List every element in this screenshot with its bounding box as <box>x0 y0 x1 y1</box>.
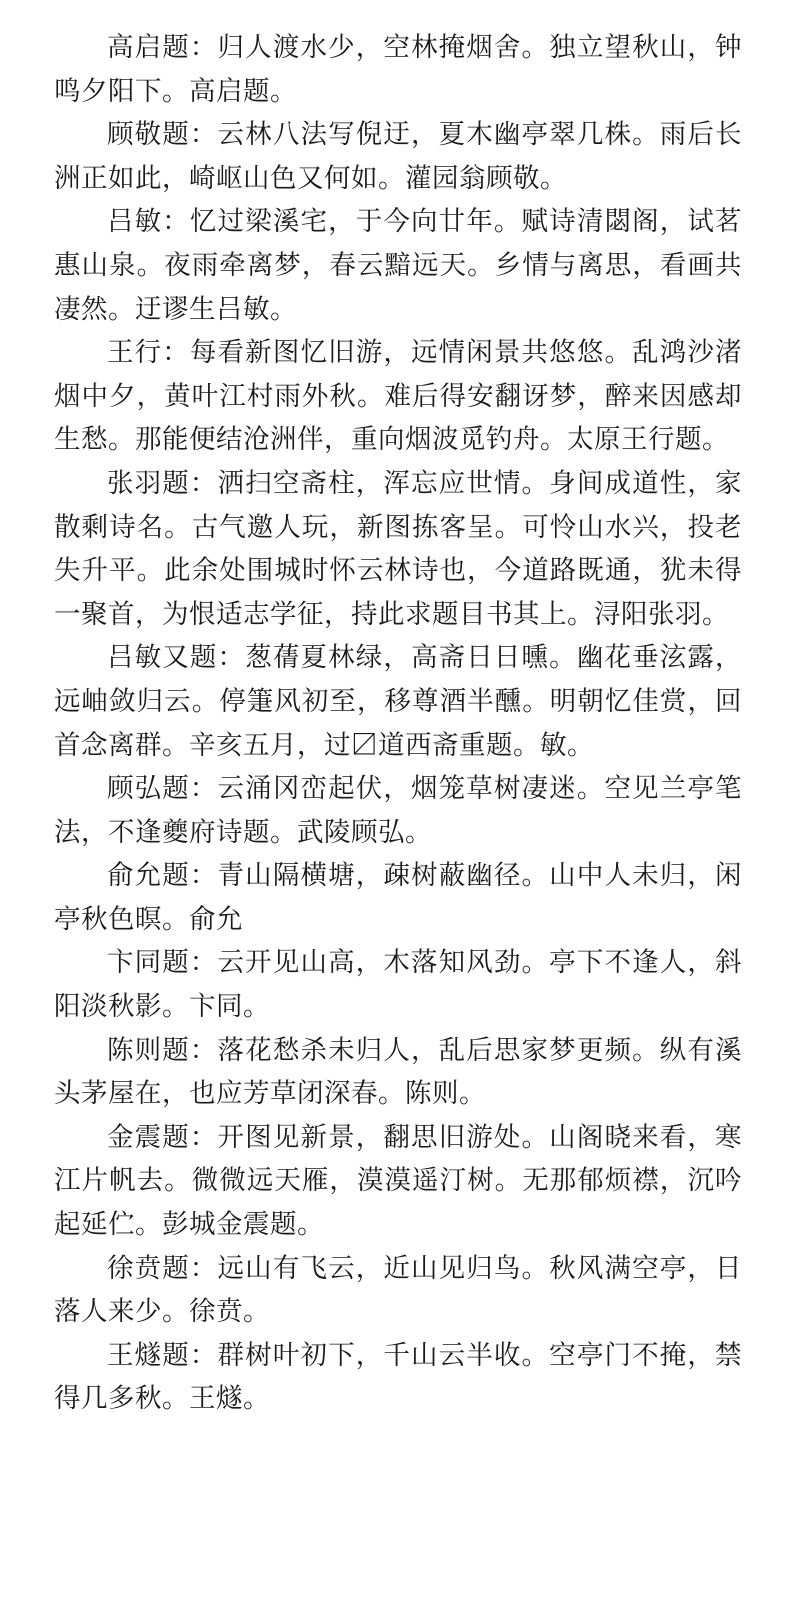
inscription-yu-yun: 俞允题：青山隔横塘，疎树蔽幽径。山中人未归，闲亭秋色暝。俞允 <box>54 860 742 935</box>
inscription-gao-qi: 高启题：归人渡水少，空林掩烟舍。独立望秋山，钟鸣夕阳下。高启题。 <box>54 32 742 107</box>
inscription-gu-hong: 顾弘题：云涌冈峦起伏，烟笼草树凄迷。空见兰亭笔法，不逢夔府诗题。武陵顾弘。 <box>54 773 742 848</box>
inscription-gu-jing: 顾敬题：云林八法写倪迂，夏木幽亭翠几株。雨后长洲正如此，崎岖山色又何如。灌园翁顾敬。 <box>54 119 742 194</box>
inscription-zhang-yu: 张羽题：洒扫空斋柱，浑忘应世情。身间成道性，家散剩诗名。古气邀人玩，新图拣客呈。可怜山水兴，投老失升平。此余处围城时怀云林诗也，今道路既通，犹未得一聚首，为恨适志学征，持此求题目书其上。浔阳张羽。 <box>54 467 742 630</box>
inscription-wang-sui: 王燧题：群树叶初下，千山云半收。空亭门不掩，禁得几多秋。王燧。 <box>54 1339 742 1415</box>
inscription-xu-ben: 徐贲题：远山有飞云，近山见归鸟。秋风满空亭，日落人来少。徐贲。 <box>54 1252 742 1328</box>
inscription-lv-min: 吕敏：忆过梁溪宅，于今向廿年。赋诗清閟阁，试茗惠山泉。夜雨牵离梦，春云黯远天。乡情与离思，看画共凄然。迂谬生吕敏。 <box>54 206 742 325</box>
inscription-chen-ze: 陈则题：落花愁杀未归人，乱后思家梦更频。纵有溪头茅屋在，也应芳草闭深春。陈则。 <box>54 1034 742 1110</box>
inscription-lv-min-again: 吕敏又题：葱蒨夏林绿，高斋日日曛。幽花垂泫露，远岫敛归云。停箑风初至，移尊酒半醺。明朝忆佳赏，回首念离群。辛亥五月，过〼道西斋重题。敏。 <box>54 642 742 761</box>
inscription-bian-tong: 卞同题：云开见山高，木落知风劲。亭下不逢人，斜阳淡秋影。卞同。 <box>54 947 742 1023</box>
inscription-jin-zhen: 金震题：开图见新景，翻思旧游处。山阁晓来看，寒江片帆去。微微远天雁，漠漠遥汀树。无那郁烦襟，沉吟起延伫。彭城金震题。 <box>54 1121 742 1241</box>
inscription-wang-xing: 王行：每看新图忆旧游，远情闲景共悠悠。乱鸿沙渚烟中夕，黄叶江村雨外秋。难后得安翻讶梦，醉来因感却生愁。那能便结沧洲伴，重向烟波觅钓舟。太原王行题。 <box>54 337 742 456</box>
